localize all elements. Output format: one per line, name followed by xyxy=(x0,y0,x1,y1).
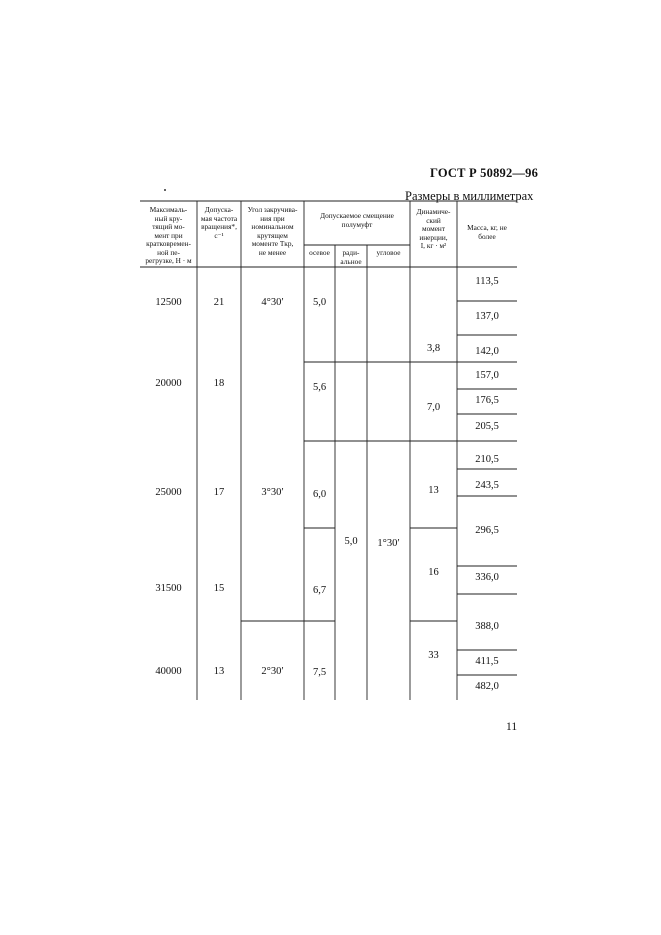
header-inertia: Динамиче- ский момент инерции, I, кг · м² xyxy=(416,207,451,250)
page-number: 11 xyxy=(506,721,518,733)
frequency-cell: 13 xyxy=(213,666,225,677)
document-code: ГОСТ Р 50892—96 xyxy=(430,166,539,180)
header-offset-axial: осевое xyxy=(309,248,330,257)
mass-cell: 157,0 xyxy=(475,370,499,381)
axial-cell: 5,0 xyxy=(312,297,327,308)
frequency-cell: 15 xyxy=(213,583,225,594)
frequency-cell: 17 xyxy=(213,487,225,498)
inertia-cell: 13 xyxy=(428,485,439,496)
header-torque: Максималь- ный кру- тящий мо- мент при кратковремен- ной пе- регрузке, Н · м xyxy=(145,205,192,265)
mass-cell: 388,0 xyxy=(475,621,499,632)
inertia-cell: 3,8 xyxy=(426,343,441,354)
mass-cell: 210,5 xyxy=(475,454,499,465)
axial-cell: 5,6 xyxy=(312,382,327,393)
mass-cell: 113,5 xyxy=(475,276,499,287)
mass-cell: 296,5 xyxy=(475,525,499,536)
header-mass: Масса, кг, не более xyxy=(467,223,507,241)
frequency-cell: 18 xyxy=(213,378,225,389)
mass-cell: 336,0 xyxy=(475,572,499,583)
units-note: Размеры в миллиметрах xyxy=(405,189,534,203)
mass-cell: 243,5 xyxy=(475,480,499,491)
header-angle: Угол закручива- ния при номинальном крутящем моменте Tкр, не менее xyxy=(247,205,298,257)
frequency-cell: 21 xyxy=(213,297,225,308)
header-frequency: Допуска- мая частота вращения*, с⁻¹ xyxy=(200,205,238,240)
axial-cell: 7,5 xyxy=(312,667,327,678)
mass-cell: 411,5 xyxy=(475,656,499,667)
angular-cell: 1°30′ xyxy=(377,538,400,549)
torque-cell: 12500 xyxy=(155,297,182,308)
torque-cell: 31500 xyxy=(155,583,182,594)
axial-cell: 6,7 xyxy=(312,585,327,596)
header-offset-angular: угловое xyxy=(376,248,401,257)
mass-cell: 142,0 xyxy=(475,346,499,357)
header-offset-radial: ради- альное xyxy=(340,248,362,266)
inertia-cell: 16 xyxy=(428,567,439,578)
mass-cell: 482,0 xyxy=(475,681,499,692)
angle-cell: 3°30′ xyxy=(261,487,284,498)
mass-cell: 137,0 xyxy=(475,311,499,322)
angle-cell: 4°30′ xyxy=(261,297,284,308)
inertia-cell: 33 xyxy=(428,650,439,661)
header-offset-group: Допускаемое смещение полумуфт xyxy=(320,211,394,229)
radial-cell: 5,0 xyxy=(344,536,358,547)
torque-cell: 25000 xyxy=(155,487,182,498)
mass-cell: 176,5 xyxy=(475,395,499,406)
torque-cell: 20000 xyxy=(155,378,182,389)
inertia-cell: 7,0 xyxy=(426,402,441,413)
angle-cell: 2°30′ xyxy=(261,666,284,677)
torque-cell: 40000 xyxy=(155,666,182,677)
mass-cell: 205,5 xyxy=(475,421,499,432)
axial-cell: 6,0 xyxy=(312,489,327,500)
